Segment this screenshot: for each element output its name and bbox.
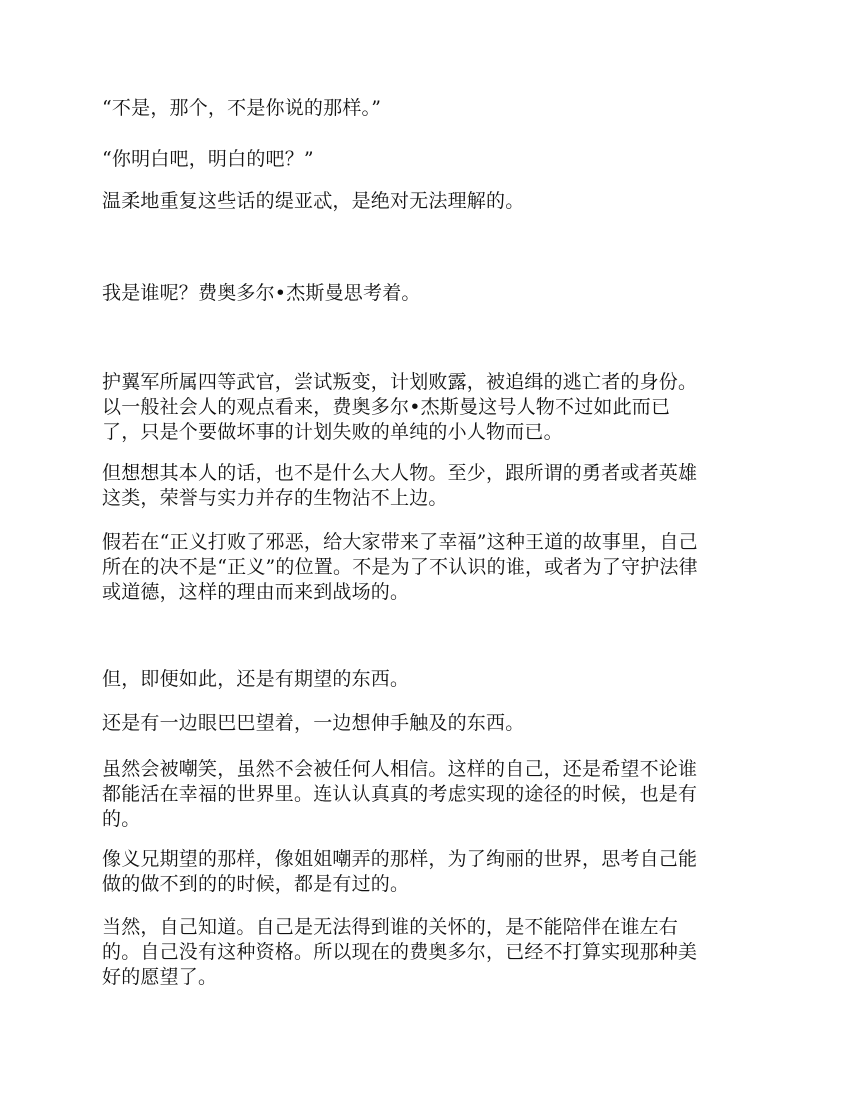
paragraph bbox=[102, 757, 752, 832]
text-line: 所在的决不是“正义”的位置。不是为了不认识的谁，或者为了守护法律 bbox=[102, 556, 698, 578]
text-line: 虽然会被嘲笑，虽然不会被任何人相信。这样的自己，还是希望不论谁 bbox=[102, 758, 698, 780]
paragraph bbox=[102, 915, 752, 990]
text-line: 这类，荣誉与实力并存的生物沾不上边。 bbox=[102, 487, 448, 509]
text-line: 护翼军所属四等武官，尝试叛变，计划败露，被追缉的逃亡者的身份。 bbox=[102, 371, 698, 393]
paragraph bbox=[102, 711, 752, 736]
paragraph bbox=[102, 96, 752, 121]
paragraph bbox=[102, 281, 752, 306]
paragraph bbox=[102, 667, 752, 692]
paragraph bbox=[102, 461, 752, 511]
paragraph bbox=[102, 847, 752, 897]
text-line: 温柔地重复这些话的缇亚忒，是绝对无法理解的。 bbox=[102, 190, 525, 212]
text-line: 我是谁呢？费奥多尔•杰斯曼思考着。 bbox=[102, 282, 421, 304]
paragraph bbox=[102, 189, 752, 214]
text-line: 好的愿望了。 bbox=[102, 966, 218, 988]
text-line: 的。 bbox=[102, 808, 141, 830]
text-line: “你明白吧，明白的吧？” bbox=[102, 148, 314, 170]
text-line: 的。自己没有这种资格。所以现在的费奥多尔，已经不打算实现那种美 bbox=[102, 941, 698, 963]
text-line: “不是，那个，不是你说的那样。” bbox=[102, 97, 382, 119]
text-line: 像义兄期望的那样，像姐姐嘲弄的那样，为了绚丽的世界，思考自己能 bbox=[102, 848, 698, 870]
text-line: 当然，自己知道。自己是无法得到谁的关怀的，是不能陪伴在谁左右 bbox=[102, 916, 679, 938]
paragraph bbox=[102, 370, 752, 445]
text-line: 做的做不到的的时候，都是有过的。 bbox=[102, 873, 410, 895]
text-line: 但，即便如此，还是有期望的东西。 bbox=[102, 668, 410, 690]
text-line: 假若在“正义打败了邪恶，给大家带来了幸福”这种王道的故事里，自己 bbox=[102, 531, 698, 553]
paragraph bbox=[102, 530, 752, 605]
text-line: 了，只是个要做坏事的计划失败的单纯的小人物而已。 bbox=[102, 421, 563, 443]
paragraph bbox=[102, 147, 752, 172]
text-line: 还是有一边眼巴巴望着，一边想伸手触及的东西。 bbox=[102, 712, 525, 734]
text-line: 但想想其本人的话，也不是什么大人物。至少，跟所谓的勇者或者英雄 bbox=[102, 462, 698, 484]
text-line: 都能活在幸福的世界里。连认认真真的考虑实现的途径的时候，也是有 bbox=[102, 783, 698, 805]
text-line: 或道德，这样的理由而来到战场的。 bbox=[102, 581, 410, 603]
text-line: 以一般社会人的观点看来，费奥多尔•杰斯曼这号人物不过如此而已 bbox=[102, 396, 671, 418]
